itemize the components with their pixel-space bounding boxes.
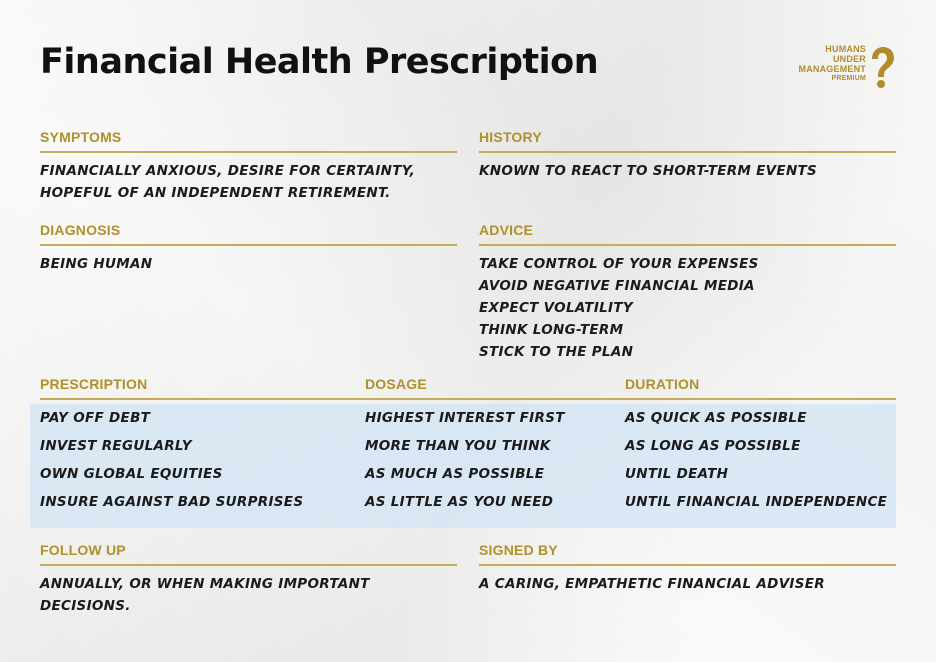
divider bbox=[479, 564, 896, 566]
divider bbox=[40, 398, 896, 400]
advice-item: EXPECT VOLATILITY bbox=[479, 300, 633, 316]
logo-line: UNDER bbox=[832, 54, 866, 64]
logo-line: MANAGEMENT bbox=[798, 64, 866, 74]
advice-list bbox=[479, 253, 896, 363]
signed-by-text: A CARING, EMPATHETIC FINANCIAL ADVISER bbox=[479, 576, 825, 592]
history-text: KNOWN TO REACT TO SHORT-TERM EVENTS bbox=[479, 163, 818, 179]
prescription-header: PRESCRIPTION bbox=[40, 376, 148, 392]
advice-item: AVOID NEGATIVE FINANCIAL MEDIA bbox=[479, 278, 755, 294]
duration-header: DURATION bbox=[625, 376, 700, 392]
advice-item: THINK LONG-TERM bbox=[479, 322, 624, 338]
follow-up-heading: FOLLOW UP bbox=[40, 542, 126, 558]
divider bbox=[40, 244, 457, 246]
symptoms-text: FINANCIALLY ANXIOUS, DESIRE FOR CERTAINTY, HOPEFUL OF AN INDEPENDENT RETIREMENT. bbox=[40, 163, 416, 201]
duration-cell: AS QUICK AS POSSIBLE bbox=[625, 410, 807, 426]
table-row bbox=[0, 460, 936, 488]
divider bbox=[40, 564, 457, 566]
advice-heading: ADVICE bbox=[479, 222, 534, 238]
diagnosis-text: BEING HUMAN bbox=[40, 256, 153, 272]
question-mark-head-icon bbox=[868, 47, 894, 89]
prescription-cell: INSURE AGAINST BAD SURPRISES bbox=[40, 494, 304, 510]
history-heading: HISTORY bbox=[479, 129, 542, 145]
signed-by-heading: SIGNED BY bbox=[479, 542, 558, 558]
divider bbox=[40, 151, 457, 153]
symptoms-heading: SYMPTOMS bbox=[40, 129, 122, 145]
logo-line: HUMANS bbox=[825, 44, 866, 54]
logo-wordmark bbox=[799, 44, 867, 84]
dosage-cell: HIGHEST INTEREST FIRST bbox=[365, 410, 565, 426]
prescription-cell: OWN GLOBAL EQUITIES bbox=[40, 466, 223, 482]
table-row bbox=[0, 404, 936, 432]
divider bbox=[479, 244, 896, 246]
prescription-cell: PAY OFF DEBT bbox=[40, 410, 151, 426]
advice-item: STICK TO THE PLAN bbox=[479, 344, 634, 360]
follow-up-text: ANNUALLY, OR WHEN MAKING IMPORTANT DECISIONS. bbox=[40, 576, 370, 614]
dosage-cell: AS MUCH AS POSSIBLE bbox=[365, 466, 545, 482]
divider bbox=[479, 151, 896, 153]
duration-cell: UNTIL FINANCIAL INDEPENDENCE bbox=[625, 494, 888, 510]
prescription-cell: INVEST REGULARLY bbox=[40, 438, 192, 454]
brand-logo bbox=[796, 44, 896, 90]
table-row bbox=[0, 488, 936, 516]
page-title: Financial Health Prescription bbox=[40, 42, 599, 82]
dosage-cell: MORE THAN YOU THINK bbox=[365, 438, 551, 454]
duration-cell: UNTIL DEATH bbox=[625, 466, 729, 482]
advice-item: TAKE CONTROL OF YOUR EXPENSES bbox=[479, 256, 759, 272]
dosage-header: DOSAGE bbox=[365, 376, 427, 392]
duration-cell: AS LONG AS POSSIBLE bbox=[625, 438, 801, 454]
dosage-cell: AS LITTLE AS YOU NEED bbox=[365, 494, 554, 510]
table-row bbox=[0, 432, 936, 460]
diagnosis-heading: DIAGNOSIS bbox=[40, 222, 121, 238]
logo-premium: PREMIUM bbox=[831, 75, 866, 82]
